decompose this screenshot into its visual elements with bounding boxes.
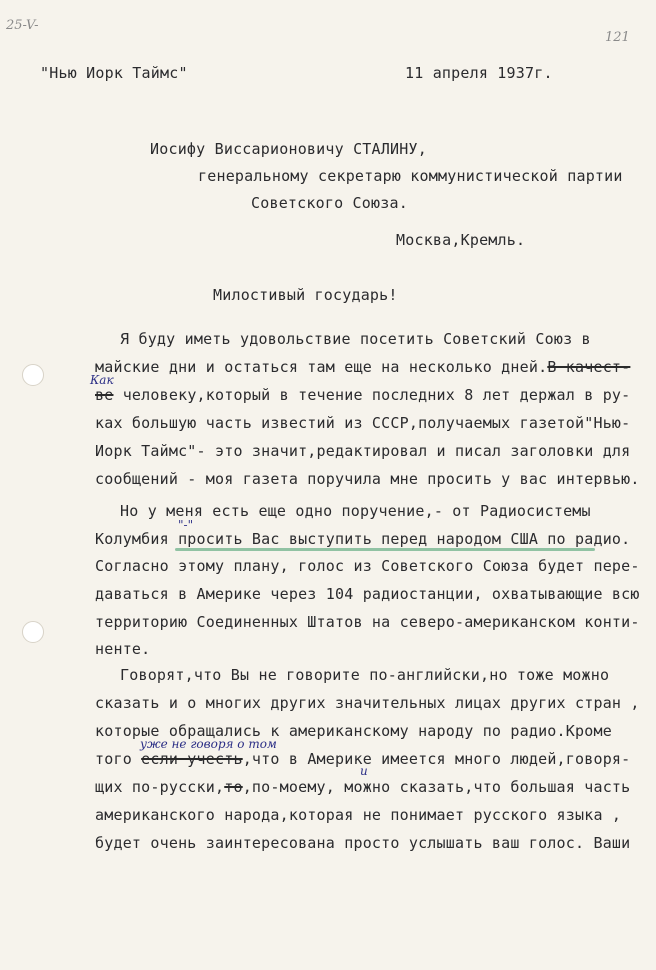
body-line-2: майские дни и остаться там еще на несколько дней.В качест- <box>95 358 631 376</box>
archive-note: 25-V- <box>6 18 39 33</box>
struck-text: если учесть <box>141 750 243 768</box>
body-line-16: того если учесть,что в Америке имеется много людей,говоря- <box>95 750 631 768</box>
body-line-19: будет очень заинтересована просто услышать ваш голос. Ваши <box>95 834 631 852</box>
body-line-12: ненте. <box>95 640 151 658</box>
body-line-9: Согласно этому плану, голос из Советского Союза будет пере- <box>95 557 640 575</box>
body-line-8: Колумбия просить Вас выступить перед народом США по радио. <box>95 530 631 548</box>
body-line-15: которые обращались к американскому народу по радио.Кроме <box>95 722 612 740</box>
body-line-1: Я буду иметь удовольствие посетить Советский Союз в <box>120 330 591 348</box>
addressee-line-4: Москва,Кремль. <box>396 231 526 249</box>
handwritten-insert: уже не говоря о том <box>140 737 277 751</box>
punch-hole-bottom <box>22 621 44 643</box>
body-line-5: Иорк Таймс"- это значит,редактировал и писал заголовки для <box>95 442 631 460</box>
punch-hole-top <box>22 364 44 386</box>
body-line-13: Говорят,что Вы не говорите по-английски,но тоже можно <box>120 666 610 684</box>
page-number: 121 <box>605 30 630 45</box>
body-line-6: сообщений - моя газета поручила мне просить у вас интервью. <box>95 470 640 488</box>
salutation: Милостивый государь! <box>213 286 398 304</box>
addressee-line-1: Иосифу Виссарионовичу СТАЛИНУ, <box>150 140 427 158</box>
struck-text: то <box>224 778 243 796</box>
body-line-18: американского народа,которая не понимает русского языка , <box>95 806 622 824</box>
addressee-line-2: генеральному секретарю коммунистической партии <box>198 167 623 185</box>
handwritten-kak: Как <box>90 373 114 387</box>
green-underline <box>175 548 595 551</box>
handwritten-quote-mark: "-" <box>178 518 194 532</box>
body-line-10: даваться в Америке через 104 радиостанции, охватывающие всю <box>95 585 640 603</box>
body-line-14: сказать и о многих других значительных лицах других стран , <box>95 694 640 712</box>
struck-text: ве <box>95 386 114 404</box>
body-line-4: ках большую часть известий из СССР,получаемых газетой"Нью- <box>95 414 631 432</box>
struck-text: В качест- <box>547 358 631 376</box>
body-line-7: Но у меня есть еще одно поручение,- от Радиосистемы <box>120 502 591 520</box>
newspaper-name: "Нью Иорк Таймс" <box>40 64 188 82</box>
addressee-line-3: Советского Союза. <box>251 194 408 212</box>
body-line-3: ве человеку,который в течение последних 8 лет держал в ру- <box>95 386 631 404</box>
body-line-17: щих по-русски,то,по-моему, можно сказать,что большая часть <box>95 778 631 796</box>
body-line-11: территорию Соединенных Штатов на северо-американском конти- <box>95 613 640 631</box>
handwritten-insert-i: и <box>360 764 368 778</box>
letter-date: 11 апреля 1937г. <box>405 64 553 82</box>
